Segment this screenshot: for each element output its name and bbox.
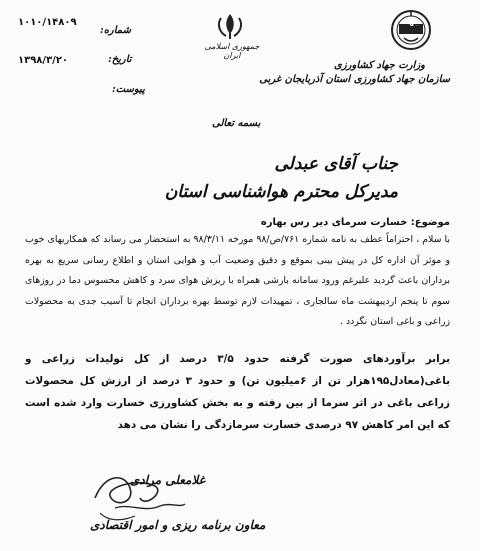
date-label: تاریخ: (108, 54, 132, 65)
number-label: شماره: (100, 25, 131, 36)
addressee-title: مدیرکل محترم هواشناسی استان (164, 182, 398, 202)
signer-position: معاون برنامه ریزی و امور اقتصادی (90, 518, 266, 532)
ministry-name: وزارت جهاد کشاورزی (334, 60, 425, 71)
organization-name: سازمان جهاد کشاورزی استان آذربایجان غربی (259, 74, 450, 85)
body-paragraph-1: با سلام ، احتراماً عطف به نامه شماره ۷۶۱/ص/۹۸ مورخه ۹۸/۳/۱۱ به استحضار می رساند که همکاریهای خوب و موثر آن اداره کل در پیش بینی بموقع و دقیق وضعیت آب و هوایی استان و اطلاع رسانی سریع به بهره برداران باعث گردید علیرغم ورود سامانه بارشی همراه با ریزش هوای سرد و کاهش محسوس دما در روزهای سوم تا پنجم اردیبهشت ماه سالجاری ، تمهیدات لازم توسط بهره برداران انجام تا آسیب جدی به محصولات زراعی و باغی استان نگردد . (25, 234, 450, 327)
addressee-name: جناب آقای عبدلی (274, 154, 398, 174)
subject-line: موضوع: خسارت سرمای دیر رس بهاره (260, 217, 450, 228)
number-value: ۱۰۱۰/۱۴۸۰۹ (18, 17, 77, 28)
iran-emblem-icon (215, 12, 245, 40)
attachment-label: پیوست: (112, 84, 145, 95)
logo-text: جهاد (401, 17, 421, 26)
signer-name: غلامعلی مرادی (130, 473, 205, 487)
body-paragraph-2: برابر برآوردهای صورت گرفته حدود ۳/۵ درصد از کل تولیدات زراعی و باغی(معادل۱۹۵هزار تن از ۶میلیون تن) و حدود ۳ درصد از ارزش کل محصولات زراعی باغی در اثر سرما از بین رفته و به بخش کشاورزی خسارت وارد شده است که این امر کاهش ۹۷ درصدی خسارت سرمازدگی را نشان می دهد (25, 353, 450, 431)
jihad-logo (388, 8, 434, 58)
date-value: ۱۳۹۸/۳/۲۰ (18, 55, 69, 66)
basmala: بسمه تعالی (212, 118, 261, 129)
republic-title: جمهوری اسلامی ایران (204, 42, 260, 60)
